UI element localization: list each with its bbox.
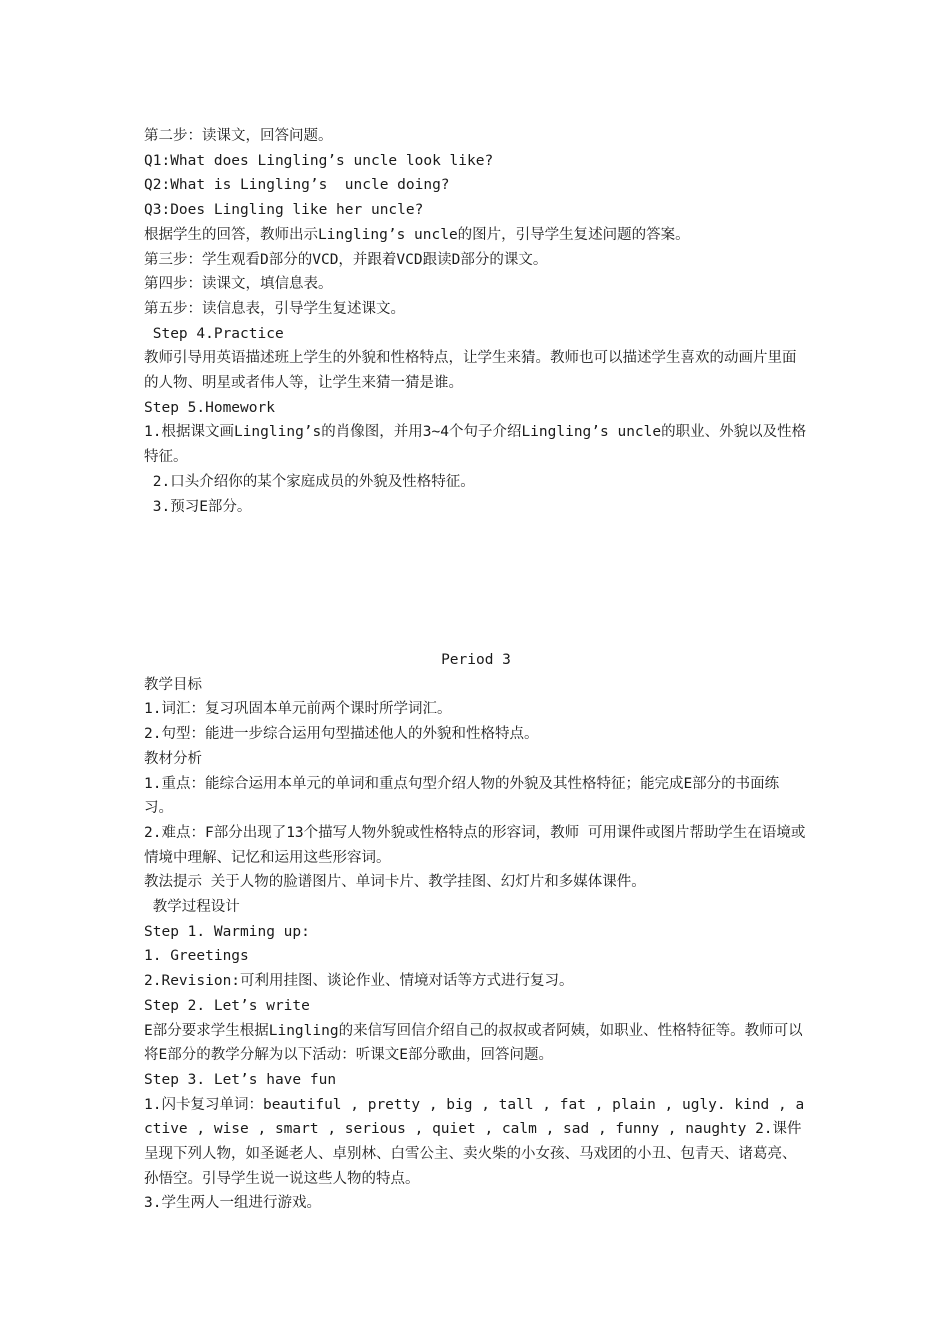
homework-item-3: 3.预习E部分。 — [144, 498, 252, 515]
question-1: Q1:What does Lingling’s uncle look like? — [144, 152, 494, 169]
practice-heading: Step 4.Practice — [144, 325, 284, 342]
goal-vocabulary: 1.词汇：复习巩固本单元前两个课时所学词汇。 — [144, 701, 452, 718]
difficult-points-paragraph: 2.难点：F部分出现了13个描写人物外貌或性格特点的形容词，教师 可用课件或图片帮助学生在语境或情境中理解、记忆和运用这些形容词。 — [144, 824, 806, 866]
pair-game-item: 3.学生两人一组进行游戏。 — [144, 1195, 321, 1212]
process-design-heading: 教学过程设计 — [144, 899, 240, 916]
question-2: Q2:What is Lingling’s uncle doing? — [144, 177, 450, 194]
teaching-method-tips: 教法提示 关于人物的脸谱图片、单词卡片、教学挂图、幻灯片和多媒体课件。 — [144, 874, 646, 891]
step-3-paragraph: 第三步：学生观看D部分的VCD，并跟着VCD跟读D部分的课文。 — [144, 251, 548, 268]
step-1-heading: Step 1. Warming up: — [144, 923, 310, 940]
material-analysis-heading: 教材分析 — [144, 750, 202, 767]
step-5-paragraph: 第五步：读信息表，引导学生复述课文。 — [144, 300, 405, 317]
key-points-paragraph: 1.重点：能综合运用本单元的单词和重点句型介绍人物的外貌及其性格特征；能完成E部分的书面练习。 — [144, 775, 780, 817]
greetings-item: 1. Greetings — [144, 948, 249, 965]
homework-item-1: 1.根据课文画Lingling’s的肖像图，并用3~4个句子介绍Lingling’s uncle的职业、外貌以及性格特征。 — [144, 424, 807, 466]
teaching-goals-heading: 教学目标 — [144, 676, 202, 693]
lesson-steps-section — [144, 124, 808, 519]
revision-item: 2.Revision:可利用挂图、谈论作业、情境对话等方式进行复习。 — [144, 973, 574, 990]
flashcard-paragraph: 1.闪卡复习单词：beautiful , pretty , big , tall , fat , plain , ugly. kind , active , wise , smart , serious , quiet , calm , sad , funny , naughty 2.课件呈现下列人物，如圣诞老人、卓别林、白雪公主、卖火柴的小女孩、马戏团的小丑、包青天、诸葛亮、孙悟空。引导学生说一说这些人物的特点。 — [144, 1096, 805, 1187]
question-3: Q3:Does Lingling like her uncle? — [144, 202, 424, 219]
period-title: Period 3 — [441, 652, 511, 668]
write-paragraph: E部分要求学生根据Lingling的来信写回信介绍自己的叔叔或者阿姨，如职业、性格特征等。教师可以将E部分的教学分解为以下活动：听课文E部分歌曲，回答问题。 — [144, 1022, 803, 1064]
homework-heading: Step 5.Homework — [144, 399, 275, 416]
step-3-heading: Step 3. Let’s have fun — [144, 1071, 337, 1088]
teacher-shows-picture-paragraph: 根据学生的回答，教师出示Lingling’s uncle的图片，引导学生复述问题的答案。 — [144, 226, 690, 243]
practice-paragraph: 教师引导用英语描述班上学生的外貌和性格特点，让学生来猜。教师也可以描述学生喜欢的动画片里面的人物、明星或者伟人等，让学生来猜一猜是谁。 — [144, 350, 797, 392]
goal-sentence-patterns: 2.句型：能进一步综合运用句型描述他人的外貌和性格特点。 — [144, 726, 539, 743]
step-4-paragraph: 第四步：读课文，填信息表。 — [144, 276, 333, 293]
step-2-heading: Step 2. Let’s write — [144, 997, 310, 1014]
period-3-section — [144, 648, 808, 1216]
homework-item-2: 2.口头介绍你的某个家庭成员的外貌及性格特征。 — [144, 473, 475, 490]
step-2-heading: 第二步：读课文，回答问题。 — [144, 128, 333, 144]
